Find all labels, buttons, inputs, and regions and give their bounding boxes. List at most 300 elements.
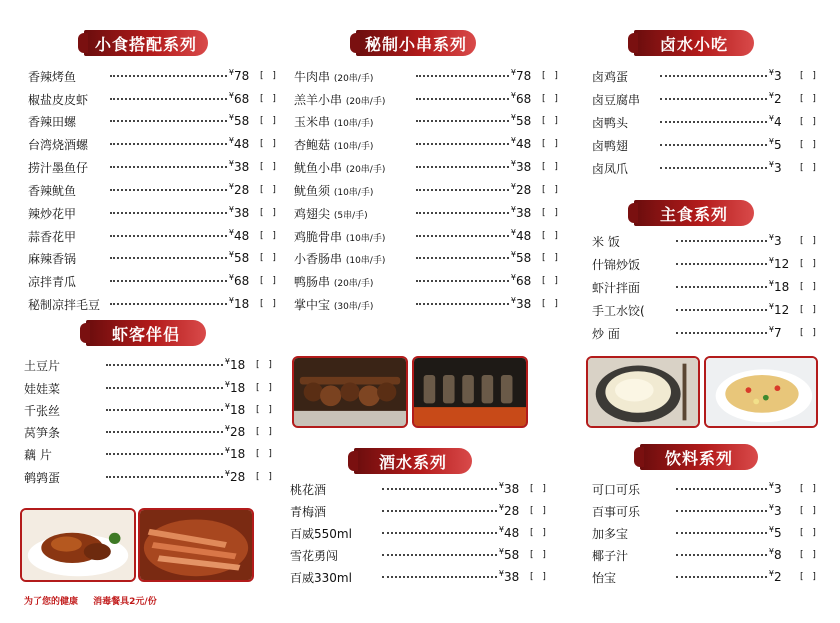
checkbox[interactable]: [ ] [542, 185, 561, 195]
item-price: 5 [774, 138, 782, 152]
menu-item[interactable] [24, 400, 275, 420]
checkbox[interactable]: [ ] [260, 139, 279, 149]
menu-item[interactable] [28, 203, 279, 223]
checkbox[interactable]: [ ] [260, 208, 279, 218]
leader-dots [676, 576, 767, 578]
item-price: 58 [516, 251, 532, 265]
menu-item[interactable] [592, 523, 819, 543]
checkbox[interactable]: [ ] [800, 71, 819, 81]
item-name [294, 182, 412, 199]
checkbox[interactable]: [ ] [530, 484, 549, 494]
checkbox[interactable]: [ ] [800, 484, 819, 494]
item-price: 58 [516, 114, 532, 128]
item-unit: (10串/手) [333, 187, 374, 198]
menu-item[interactable] [294, 89, 561, 109]
item-price: 18 [230, 381, 246, 395]
leader-dots [106, 364, 223, 366]
item-name-text: 牛肉串 [294, 69, 331, 84]
item-name-text: 鸭肠串 [294, 274, 331, 289]
leader-dots [676, 263, 767, 265]
yen-symbol: ¥ [228, 273, 234, 282]
menu-item[interactable] [24, 355, 275, 375]
menu-item[interactable] [294, 248, 561, 268]
item-name-text: 杏鲍菇 [294, 137, 331, 152]
item-name: 怡宝 [592, 570, 617, 585]
checkbox[interactable]: [ ] [530, 506, 549, 516]
leader-dots [416, 189, 509, 191]
checkbox[interactable]: [ ] [256, 449, 275, 459]
item-name [294, 159, 412, 176]
checkbox[interactable]: [ ] [260, 94, 279, 104]
leader-dots [660, 144, 767, 146]
menu-item[interactable] [28, 271, 279, 291]
leader-dots [676, 309, 767, 311]
item-unit: (20串/手) [345, 96, 386, 107]
item-name: 麻辣香锅 [28, 251, 77, 266]
leader-dots [382, 510, 497, 512]
menu-item[interactable] [592, 479, 819, 499]
item-name: 香辣鱿鱼 [28, 183, 77, 198]
leader-dots [416, 75, 509, 77]
item-name [294, 136, 412, 153]
leader-dots [660, 98, 767, 100]
menu-item[interactable] [24, 378, 275, 398]
menu-item[interactable] [290, 479, 549, 499]
item-price: 68 [234, 274, 250, 288]
menu-item[interactable] [592, 277, 819, 297]
menu-item[interactable] [28, 294, 279, 314]
checkbox[interactable]: [ ] [800, 236, 819, 246]
menu-item[interactable] [592, 254, 819, 274]
checkbox[interactable]: [ ] [800, 282, 819, 292]
leader-dots [676, 240, 767, 242]
item-name: 百事可乐 [592, 504, 641, 519]
checkbox[interactable]: [ ] [800, 163, 819, 173]
item-name-text: 鱿鱼须 [294, 183, 331, 198]
yen-symbol: ¥ [510, 273, 516, 282]
yen-symbol: ¥ [510, 91, 516, 100]
item-name [294, 91, 412, 108]
item-name [294, 68, 412, 85]
menu-item[interactable] [28, 111, 279, 131]
leader-dots [416, 120, 509, 122]
yen-symbol: ¥ [224, 424, 230, 433]
yen-symbol: ¥ [224, 402, 230, 411]
item-name: 卤凤爪 [592, 161, 629, 176]
section-header-shrimp [86, 320, 206, 346]
menu-item[interactable] [592, 231, 819, 251]
item-price: 28 [504, 504, 520, 518]
yen-symbol: ¥ [510, 136, 516, 145]
leader-dots [676, 532, 767, 534]
checkbox[interactable]: [ ] [256, 360, 275, 370]
item-price: 48 [516, 137, 532, 151]
menu-item[interactable] [28, 157, 279, 177]
menu-item[interactable] [290, 545, 549, 565]
checkbox[interactable]: [ ] [800, 506, 819, 516]
menu-item[interactable] [294, 294, 561, 314]
checkbox[interactable]: [ ] [256, 383, 275, 393]
item-name: 台湾烧酒螺 [28, 137, 89, 152]
item-name [294, 250, 412, 267]
item-price: 18 [230, 358, 246, 372]
leader-dots [660, 121, 767, 123]
item-price: 48 [234, 137, 250, 151]
item-name: 百威330ml [290, 570, 352, 585]
leader-dots [382, 576, 497, 578]
leader-dots [416, 212, 509, 214]
leader-dots [416, 166, 509, 168]
item-price: 58 [234, 251, 250, 265]
leader-dots [416, 280, 509, 282]
grilled-skewers-image [414, 358, 526, 426]
checkbox[interactable]: [ ] [256, 472, 275, 482]
leader-dots [416, 257, 509, 259]
yen-symbol: ¥ [510, 250, 516, 259]
item-name [294, 273, 412, 290]
checkbox[interactable]: [ ] [256, 405, 275, 415]
yen-symbol: ¥ [768, 160, 774, 169]
menu-item[interactable] [294, 203, 561, 223]
checkbox[interactable]: [ ] [800, 94, 819, 104]
menu-item[interactable] [28, 134, 279, 154]
item-name: 可口可乐 [592, 482, 641, 497]
item-price: 18 [234, 297, 250, 311]
yen-symbol: ¥ [498, 503, 504, 512]
menu-item[interactable] [592, 300, 819, 320]
menu-item[interactable] [28, 226, 279, 246]
leader-dots [110, 303, 227, 305]
yen-symbol: ¥ [228, 136, 234, 145]
leader-dots [676, 488, 767, 490]
checkbox[interactable]: [ ] [542, 276, 561, 286]
checkbox[interactable]: [ ] [260, 116, 279, 126]
menu-item[interactable] [592, 112, 819, 132]
leader-dots [110, 257, 227, 259]
yen-symbol: ¥ [768, 233, 774, 242]
yen-symbol: ¥ [768, 68, 774, 77]
footer-fee: 消毒餐具2元/份 [93, 597, 157, 607]
leader-dots [110, 143, 227, 145]
checkbox[interactable]: [ ] [542, 299, 561, 309]
item-name: 卤豆腐串 [592, 92, 641, 107]
menu-item[interactable] [592, 545, 819, 565]
item-price: 28 [234, 183, 250, 197]
menu-item[interactable] [592, 158, 819, 178]
checkbox[interactable]: [ ] [800, 550, 819, 560]
item-name-text: 小香肠串 [294, 251, 343, 266]
menu-item[interactable] [592, 66, 819, 86]
item-unit: (20串/手) [333, 73, 374, 84]
menu-item[interactable] [294, 226, 561, 246]
item-unit: (5串/手) [333, 210, 368, 221]
item-name: 秘制凉拌毛豆 [28, 297, 101, 312]
item-price: 68 [516, 92, 532, 106]
section-title: 酒水系列 [378, 452, 447, 472]
item-price: 5 [774, 526, 782, 540]
section-header-snacks [84, 30, 208, 56]
menu-item[interactable] [290, 501, 549, 521]
menu-item[interactable] [592, 89, 819, 109]
item-price: 48 [234, 229, 250, 243]
yen-symbol: ¥ [498, 525, 504, 534]
item-name [294, 228, 412, 245]
yen-symbol: ¥ [228, 68, 234, 77]
section-header-braised [634, 30, 754, 56]
checkbox[interactable]: [ ] [530, 550, 549, 560]
item-name-text: 玉米串 [294, 114, 331, 129]
item-name: 鹌鹑蛋 [24, 470, 61, 485]
yen-symbol: ¥ [224, 446, 230, 455]
section-title: 卤水小吃 [659, 34, 728, 54]
item-price: 12 [774, 257, 790, 271]
yen-symbol: ¥ [498, 481, 504, 490]
item-name: 香辣烤鱼 [28, 69, 77, 84]
item-price: 3 [774, 482, 782, 496]
item-name: 青梅酒 [290, 504, 327, 519]
checkbox[interactable]: [ ] [256, 427, 275, 437]
leader-dots [110, 75, 227, 77]
menu-item[interactable] [290, 523, 549, 543]
item-name: 莴笋条 [24, 425, 61, 440]
item-price: 28 [230, 425, 246, 439]
checkbox[interactable]: [ ] [260, 71, 279, 81]
menu-item[interactable] [294, 111, 561, 131]
section-title: 饮料系列 [664, 448, 733, 468]
menu-item[interactable] [592, 323, 819, 343]
menu-item[interactable] [24, 422, 275, 442]
yen-symbol: ¥ [228, 91, 234, 100]
item-price: 38 [234, 160, 250, 174]
item-name: 什锦炒饭 [592, 257, 641, 272]
leader-dots [110, 120, 227, 122]
yen-symbol: ¥ [228, 296, 234, 305]
checkbox[interactable]: [ ] [542, 116, 561, 126]
item-price: 18 [774, 280, 790, 294]
checkbox[interactable]: [ ] [542, 139, 561, 149]
menu-item[interactable] [28, 180, 279, 200]
roast-goose-image [22, 510, 134, 580]
checkbox[interactable]: [ ] [260, 253, 279, 263]
item-name: 米 饭 [592, 234, 620, 249]
checkbox[interactable]: [ ] [800, 259, 819, 269]
item-price: 3 [774, 69, 782, 83]
yen-symbol: ¥ [510, 68, 516, 77]
yen-symbol: ¥ [768, 325, 774, 334]
leader-dots [416, 143, 509, 145]
item-price: 28 [230, 470, 246, 484]
checkbox[interactable]: [ ] [800, 528, 819, 538]
item-name: 手工水饺( [592, 303, 645, 318]
yen-symbol: ¥ [768, 503, 774, 512]
item-price: 4 [774, 115, 782, 129]
item-name: 凉拌青瓜 [28, 274, 77, 289]
checkbox[interactable]: [ ] [260, 299, 279, 309]
leader-dots [382, 554, 497, 556]
item-name-text: 鸡脆骨串 [294, 229, 343, 244]
yen-symbol: ¥ [224, 357, 230, 366]
yen-symbol: ¥ [228, 113, 234, 122]
menu-item[interactable] [294, 180, 561, 200]
leader-dots [106, 476, 223, 478]
item-price: 3 [774, 234, 782, 248]
item-name: 炒 面 [592, 326, 620, 341]
item-name-text: 掌中宝 [294, 297, 331, 312]
checkbox[interactable]: [ ] [542, 208, 561, 218]
photo-fried-rice [704, 356, 818, 428]
yen-symbol: ¥ [768, 525, 774, 534]
yen-symbol: ¥ [768, 547, 774, 556]
footer-note [24, 594, 169, 607]
yen-symbol: ¥ [510, 228, 516, 237]
item-price: 28 [516, 183, 532, 197]
yen-symbol: ¥ [228, 250, 234, 259]
section-header-skewers [356, 30, 476, 56]
menu-item[interactable] [592, 567, 819, 587]
yen-symbol: ¥ [768, 302, 774, 311]
item-unit: (20串/手) [333, 278, 374, 289]
leader-dots [382, 532, 497, 534]
item-name: 椒盐皮皮虾 [28, 92, 89, 107]
yen-symbol: ¥ [228, 228, 234, 237]
item-price: 48 [516, 229, 532, 243]
menu-item[interactable] [24, 444, 275, 464]
menu-item[interactable] [28, 66, 279, 86]
checkbox[interactable]: [ ] [530, 528, 549, 538]
photo-stone-pot-rice [586, 356, 700, 428]
item-name: 娃娃菜 [24, 381, 61, 396]
item-name [294, 296, 412, 313]
yen-symbol: ¥ [498, 547, 504, 556]
section-header-beverages [640, 444, 758, 470]
yen-symbol: ¥ [228, 182, 234, 191]
item-price: 48 [504, 526, 520, 540]
item-name: 香辣田螺 [28, 114, 77, 129]
section-header-staple [634, 200, 754, 226]
section-header-drinks [354, 448, 472, 474]
stone-pot-rice-image [588, 358, 698, 426]
item-price: 38 [516, 206, 532, 220]
leader-dots [660, 75, 767, 77]
item-price: 3 [774, 161, 782, 175]
item-unit: (10串/手) [333, 141, 374, 152]
section-title: 小食搭配系列 [94, 34, 197, 54]
item-name: 加多宝 [592, 526, 629, 541]
menu-item[interactable] [28, 89, 279, 109]
yen-symbol: ¥ [510, 159, 516, 168]
yen-symbol: ¥ [768, 481, 774, 490]
item-price: 18 [230, 403, 246, 417]
item-price: 8 [774, 548, 782, 562]
item-price: 38 [516, 297, 532, 311]
menu-item[interactable] [24, 467, 275, 487]
yen-symbol: ¥ [224, 380, 230, 389]
item-price: 7 [774, 326, 782, 340]
menu-item[interactable] [592, 135, 819, 155]
yen-symbol: ¥ [768, 137, 774, 146]
menu-item[interactable] [592, 501, 819, 521]
menu-item[interactable] [294, 66, 561, 86]
item-name-text: 鱿鱼小串 [294, 160, 343, 175]
leader-dots [110, 189, 227, 191]
leader-dots [382, 488, 497, 490]
yen-symbol: ¥ [768, 279, 774, 288]
item-name: 土豆片 [24, 358, 61, 373]
menu-item[interactable] [290, 567, 549, 587]
checkbox[interactable]: [ ] [530, 572, 549, 582]
item-price: 3 [774, 504, 782, 518]
item-price: 38 [504, 482, 520, 496]
item-price: 78 [234, 69, 250, 83]
leader-dots [676, 510, 767, 512]
checkbox[interactable]: [ ] [542, 231, 561, 241]
checkbox[interactable]: [ ] [800, 140, 819, 150]
item-name: 虾汁拌面 [592, 280, 641, 295]
leader-dots [676, 286, 767, 288]
menu-item[interactable] [294, 157, 561, 177]
checkbox[interactable]: [ ] [800, 572, 819, 582]
checkbox[interactable]: [ ] [260, 185, 279, 195]
checkbox[interactable]: [ ] [542, 71, 561, 81]
item-unit: (30串/手) [333, 301, 374, 312]
checkbox[interactable]: [ ] [800, 328, 819, 338]
leader-dots [106, 431, 223, 433]
item-name: 辣炒花甲 [28, 206, 77, 221]
yen-symbol: ¥ [510, 205, 516, 214]
yen-symbol: ¥ [768, 114, 774, 123]
item-name: 卤鸭头 [592, 115, 629, 130]
item-name: 百威550ml [290, 526, 352, 541]
checkbox[interactable]: [ ] [800, 305, 819, 315]
checkbox[interactable]: [ ] [542, 94, 561, 104]
checkbox[interactable]: [ ] [260, 162, 279, 172]
menu-item[interactable] [294, 271, 561, 291]
item-name: 卤鸡蛋 [592, 69, 629, 84]
leader-dots [676, 332, 767, 334]
checkbox[interactable]: [ ] [260, 276, 279, 286]
photo-mantis-shrimp [138, 508, 254, 582]
item-price: 78 [516, 69, 532, 83]
fried-rice-image [706, 358, 816, 426]
item-price: 18 [230, 447, 246, 461]
item-name: 桃花酒 [290, 482, 327, 497]
section-title: 主食系列 [659, 204, 728, 224]
leader-dots [106, 453, 223, 455]
checkbox[interactable]: [ ] [542, 253, 561, 263]
checkbox[interactable]: [ ] [542, 162, 561, 172]
leader-dots [106, 387, 223, 389]
menu-item[interactable] [294, 134, 561, 154]
item-price: 38 [504, 570, 520, 584]
item-name: 卤鸭翅 [592, 138, 629, 153]
leader-dots [416, 303, 509, 305]
footer-health: 为了您的健康 [24, 597, 79, 607]
checkbox[interactable]: [ ] [800, 117, 819, 127]
yen-symbol: ¥ [768, 569, 774, 578]
section-title: 秘制小串系列 [364, 34, 467, 54]
yen-symbol: ¥ [510, 296, 516, 305]
mantis-shrimp-image [140, 510, 252, 580]
item-name [294, 113, 412, 130]
leader-dots [110, 212, 227, 214]
item-unit: (10串/手) [345, 255, 386, 266]
item-price: 58 [504, 548, 520, 562]
checkbox[interactable]: [ ] [260, 231, 279, 241]
leader-dots [110, 98, 227, 100]
leader-dots [660, 167, 767, 169]
menu-item[interactable] [28, 248, 279, 268]
yen-symbol: ¥ [768, 91, 774, 100]
